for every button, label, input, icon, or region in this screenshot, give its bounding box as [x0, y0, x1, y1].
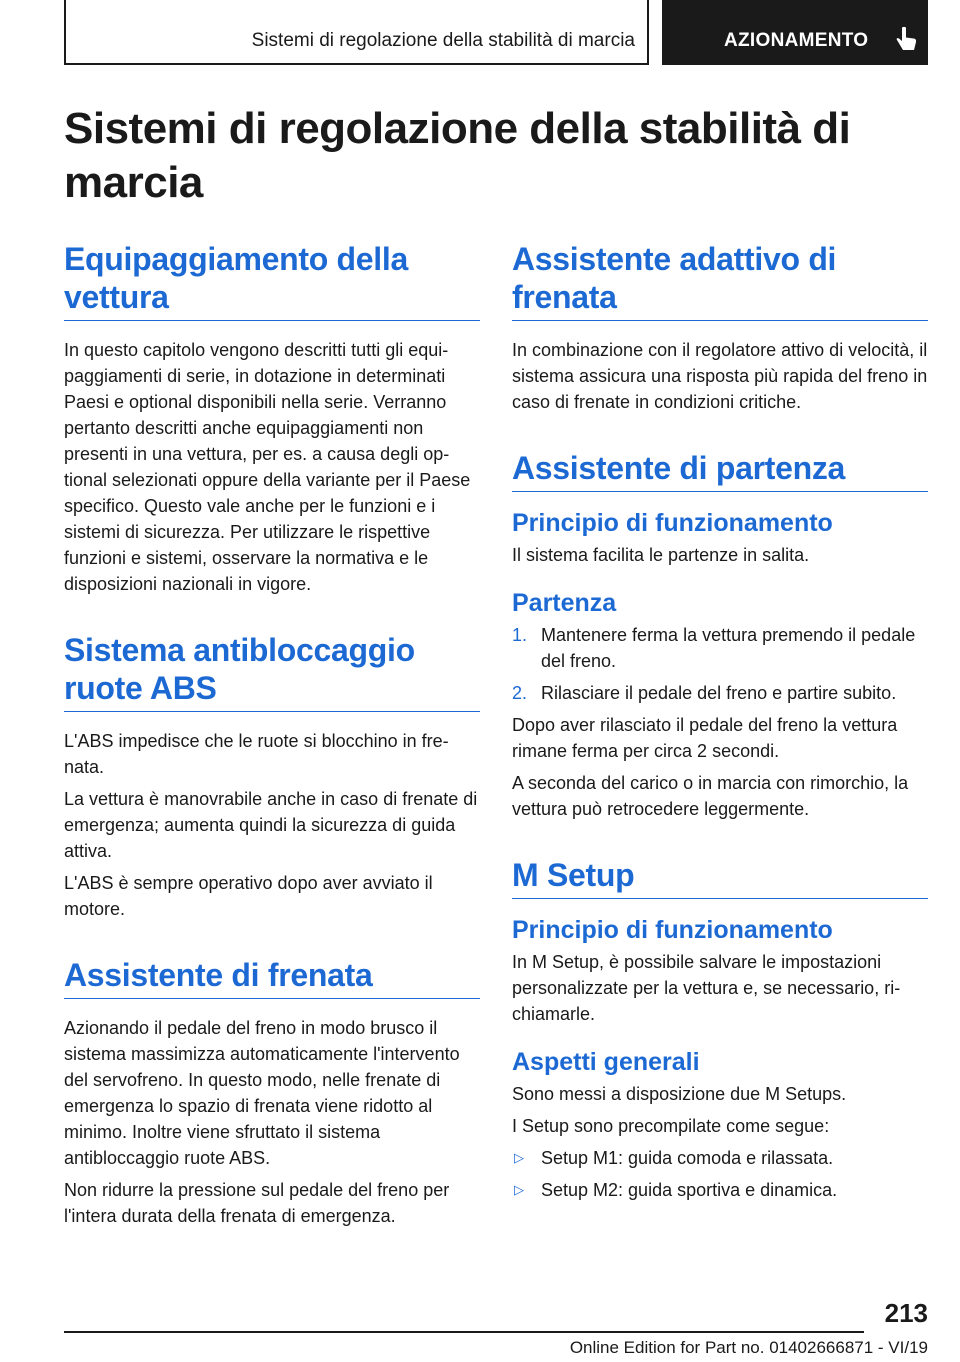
bullet-text: Setup M2: guida sportiva e dinamica. — [541, 1180, 838, 1200]
section-title-msetup: M Setup — [512, 856, 928, 899]
brake-assist-paragraph-2: Non ridurre la pressione sul pedale del freno per l'intera durata della frenata di emergenza. — [64, 1180, 450, 1226]
page-title: Sistemi di regolazione della stabilità di marcia — [64, 104, 851, 207]
header-section-box — [64, 0, 649, 65]
section-title-adaptive-brake: Assistente adattivo di frenata — [512, 240, 928, 321]
footer-edition: Online Edition for Part no. 01402666871 - VI/19 — [569, 1338, 928, 1357]
list-item — [512, 1177, 928, 1203]
triangle-bullet-icon: ▷ — [514, 1182, 524, 1197]
msetup-bullet-list — [512, 1145, 928, 1203]
brake-assist-paragraph-1: Azionando il pedale del freno in modo brusco il sistema massimizza automaticamente l'intervento del servofreno. In questo modo, nelle frenate di emergenza lo spazio di frenata viene ridotto al minimo. Inoltre viene sfruttato il sistema antibloccaggio ruote ABS. — [64, 1018, 460, 1168]
adaptive-brake-text: In combinazione con il regolatore attivo di velocità, il sistema assicura una risposta più rapida del freno in caso di frenate in condizioni critiche. — [512, 340, 928, 412]
hill-paragraph-2: A seconda del carico o in marcia con rimorchio, la vettura può retrocedere leggermente. — [512, 773, 909, 819]
triangle-bullet-icon: ▷ — [514, 1150, 524, 1165]
section-title-equipment: Equipaggiamento della vettura — [64, 240, 480, 321]
step-text: Mantenere ferma la vettura premendo il pedale del freno. — [541, 625, 916, 671]
msetup-principle-text: In M Setup, è possibile salvare le impostazioni personalizzate per la vettura e, se necessario, richiamarle. — [512, 952, 901, 1024]
header-chapter-box — [662, 0, 928, 65]
abs-paragraph-3: L'ABS è sempre operativo dopo aver avviato il motore. — [64, 873, 433, 919]
step-text: Rilasciare il pedale del freno e partire subito. — [541, 683, 897, 703]
abs-paragraph-1: L'ABS impedisce che le ruote si blocchino in frenata. — [64, 731, 449, 777]
subtitle-general-aspects: Aspetti generali — [512, 1048, 700, 1076]
abs-paragraph-2: La vettura è manovrabile anche in caso di frenate di emergenza; aumenta quindi la sicurezza di guida attiva. — [64, 789, 478, 861]
subtitle-msetup-principle: Principio di funzionamento — [512, 916, 833, 944]
list-item — [512, 622, 928, 674]
equipment-text: In questo capitolo vengono descritti tutti gli equipaggiamenti di serie, in dotazione in determinati Paesi e optional disponibili nella serie. Verranno pertanto descritti anche equipaggiamenti non presenti in una vettura, per es. a causa degli optional selezionati oppure della variante per il Paese specifico. Questo vale anche per le funzioni e i sistemi di sicurezza. Per utilizzare le rispettive funzioni e sistemi, osservare la normativa e le disposizioni nazionali in vigore. — [64, 340, 471, 594]
header-section-title: Sistemi di regolazione della stabilità di marcia — [251, 30, 635, 51]
right-column — [512, 240, 928, 1209]
subtitle-hill-principle: Principio di funzionamento — [512, 509, 833, 537]
bullet-text: Setup M1: guida comoda e rilassata. — [541, 1148, 834, 1168]
left-column — [64, 240, 480, 1235]
msetup-paragraph-2: I Setup sono precompilate come segue: — [512, 1116, 830, 1136]
hand-pointer-icon — [894, 26, 920, 54]
page-number: 213 — [884, 1298, 928, 1328]
start-steps-list — [512, 622, 928, 706]
list-item — [512, 1145, 928, 1171]
section-title-abs: Sistema antibloccaggio ruote ABS — [64, 631, 480, 712]
list-item — [512, 680, 928, 706]
hill-paragraph-1: Dopo aver rilasciato il pedale del freno la vettura rimane ferma per circa 2 secondi. — [512, 715, 898, 761]
step-number: 1. — [512, 625, 528, 645]
step-number: 2. — [512, 683, 528, 703]
msetup-paragraph-1: Sono messi a disposizione due M Setups. — [512, 1084, 847, 1104]
hill-principle-text: Il sistema facilita le partenze in salita. — [512, 545, 810, 565]
subtitle-start: Partenza — [512, 589, 617, 617]
footer-divider — [64, 1331, 864, 1333]
section-title-hill-start: Assistente di partenza — [512, 449, 928, 492]
header-chapter-title: AZIONAMENTO — [724, 30, 869, 51]
section-title-brake-assist: Assistente di frenata — [64, 956, 480, 999]
